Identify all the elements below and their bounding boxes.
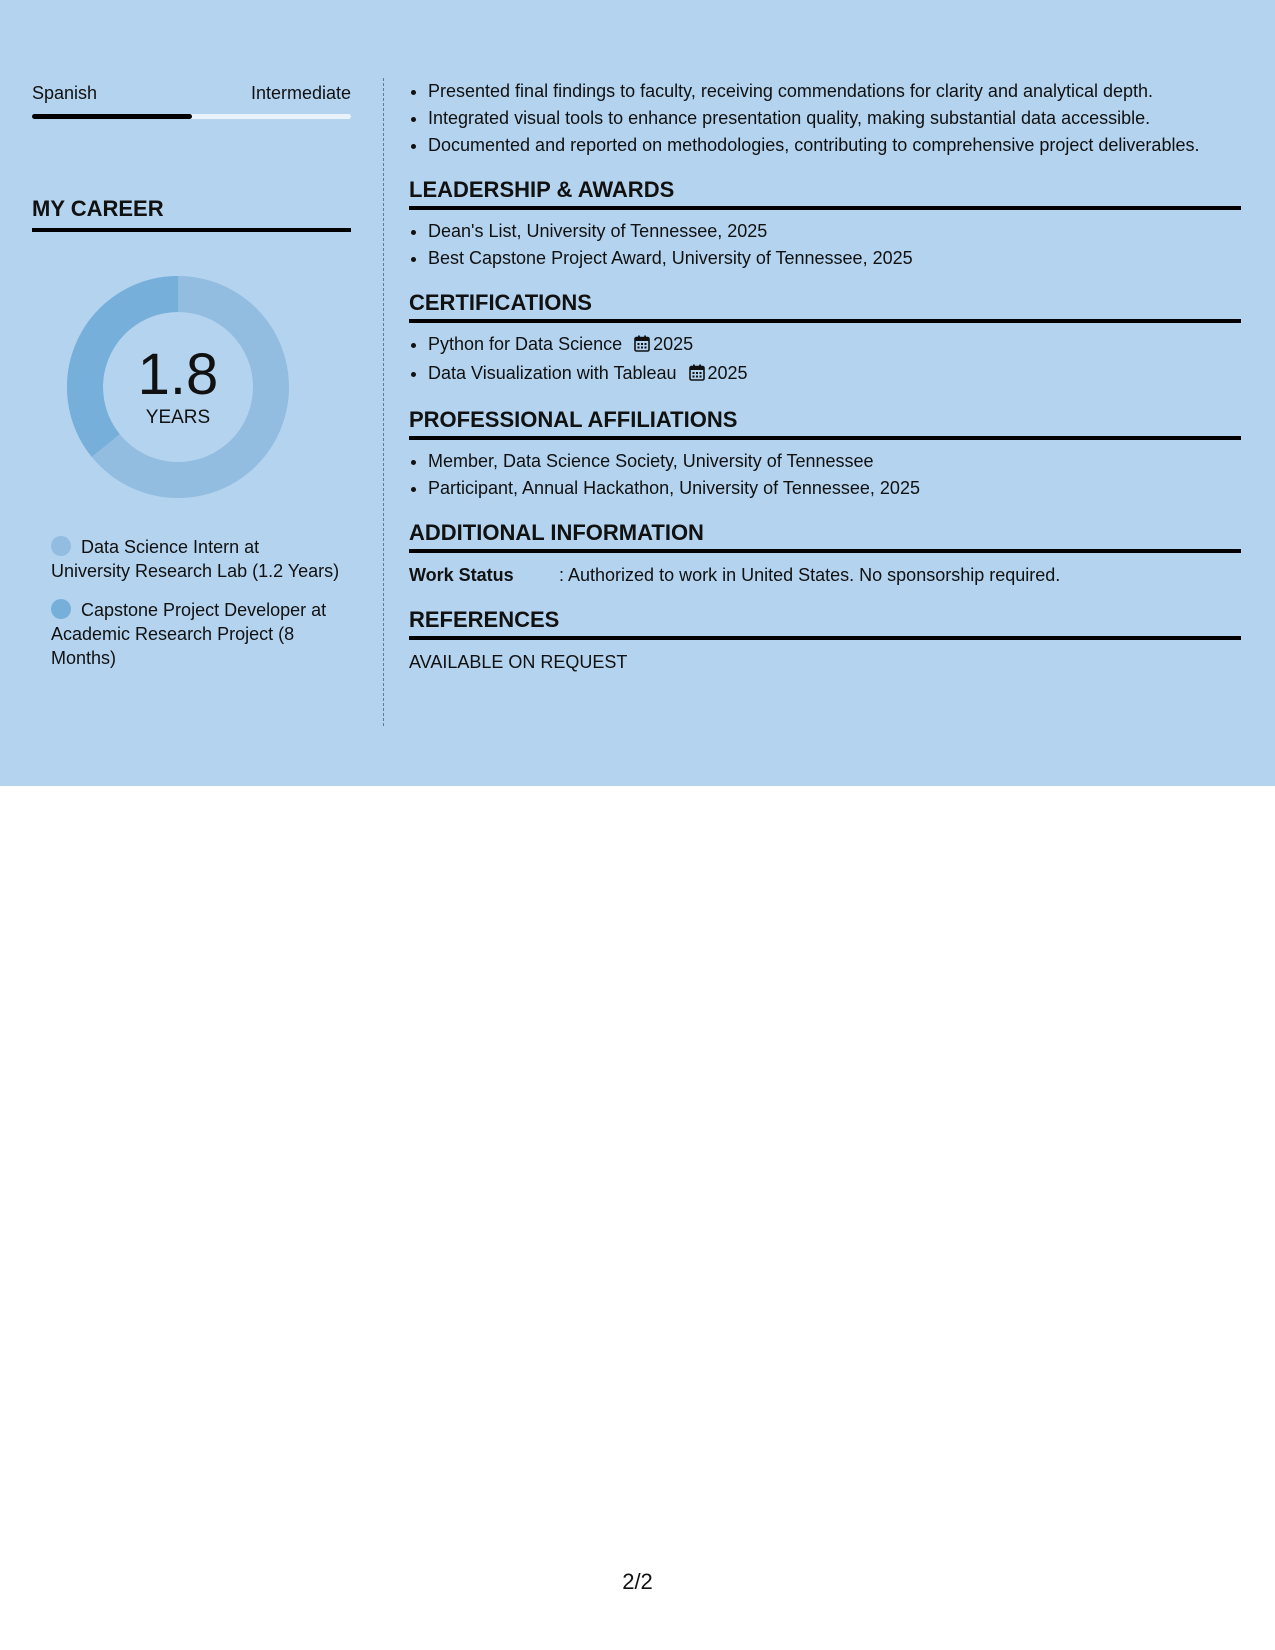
legend-label-capstone: Capstone Project Developer at Academic Research Project (8 Months) xyxy=(51,600,327,668)
affiliation-item: • Member, Data Science Society, University of Tennessee xyxy=(428,448,1241,475)
career-total-value: 1.8 xyxy=(137,342,219,407)
leadership-list xyxy=(409,218,1241,272)
certification-name: Data Visualization with Tableau xyxy=(428,363,677,383)
leadership-section-title: LEADERSHIP & AWARDS xyxy=(409,175,1241,210)
language-proficiency-bar xyxy=(32,114,351,119)
certifications-section-title: CERTIFICATIONS xyxy=(409,288,1241,323)
leadership-item: • Dean's List, University of Tennessee, 2025 xyxy=(428,218,1241,245)
certifications-list xyxy=(409,331,1241,389)
certification-year: 2025 xyxy=(707,363,748,383)
leadership-item: • Best Capstone Project Award, University of Tennessee, 2025 xyxy=(428,245,1241,272)
references-section-title: REFERENCES xyxy=(409,605,1241,640)
language-row xyxy=(32,78,351,108)
legend-dot-intern xyxy=(51,536,71,556)
career-section-title: MY CAREER xyxy=(32,194,351,232)
right-column xyxy=(409,78,1241,676)
affiliations-list xyxy=(409,448,1241,502)
calendar-icon xyxy=(634,333,650,360)
language-proficiency-fill xyxy=(32,114,192,119)
work-status-row xyxy=(409,561,1241,589)
certification-year: 2025 xyxy=(653,334,694,354)
certification-item xyxy=(428,331,1241,360)
career-legend xyxy=(51,535,341,685)
affiliation-item: • Participant, Annual Hackathon, University of Tennessee, 2025 xyxy=(428,475,1241,502)
language-level: Intermediate xyxy=(250,83,351,103)
language-name: Spanish xyxy=(32,83,98,103)
legend-label-intern: Data Science Intern at University Research Lab (1.2 Years) xyxy=(51,537,340,581)
work-status-value: : Authorized to work in United States. No sponsorship required. xyxy=(559,565,1061,585)
career-total-unit: YEARS xyxy=(145,407,211,428)
work-status-label: Work Status xyxy=(409,565,514,585)
certification-item xyxy=(428,360,1241,389)
experience-bullet-list xyxy=(409,78,1241,159)
references-text: AVAILABLE ON REQUEST xyxy=(409,652,628,672)
career-donut-chart xyxy=(66,275,290,499)
legend-item-intern xyxy=(51,535,341,583)
certification-name: Python for Data Science xyxy=(428,334,623,354)
legend-dot-capstone xyxy=(51,599,71,619)
experience-bullet: • Presented final findings to faculty, receiving commendations for clarity and analytical depth. xyxy=(428,78,1241,105)
legend-item-capstone xyxy=(51,598,341,670)
additional-info-section-title: ADDITIONAL INFORMATION xyxy=(409,518,1241,553)
page-number: 2/2 xyxy=(622,1569,653,1594)
experience-bullet: • Documented and reported on methodologies, contributing to comprehensive project deliverables. xyxy=(428,132,1241,159)
experience-bullet: • Integrated visual tools to enhance presentation quality, making substantial data accessible. xyxy=(428,105,1241,132)
column-divider xyxy=(383,78,384,726)
left-column xyxy=(32,78,351,668)
calendar-icon xyxy=(689,362,705,389)
affiliations-section-title: PROFESSIONAL AFFILIATIONS xyxy=(409,405,1241,440)
